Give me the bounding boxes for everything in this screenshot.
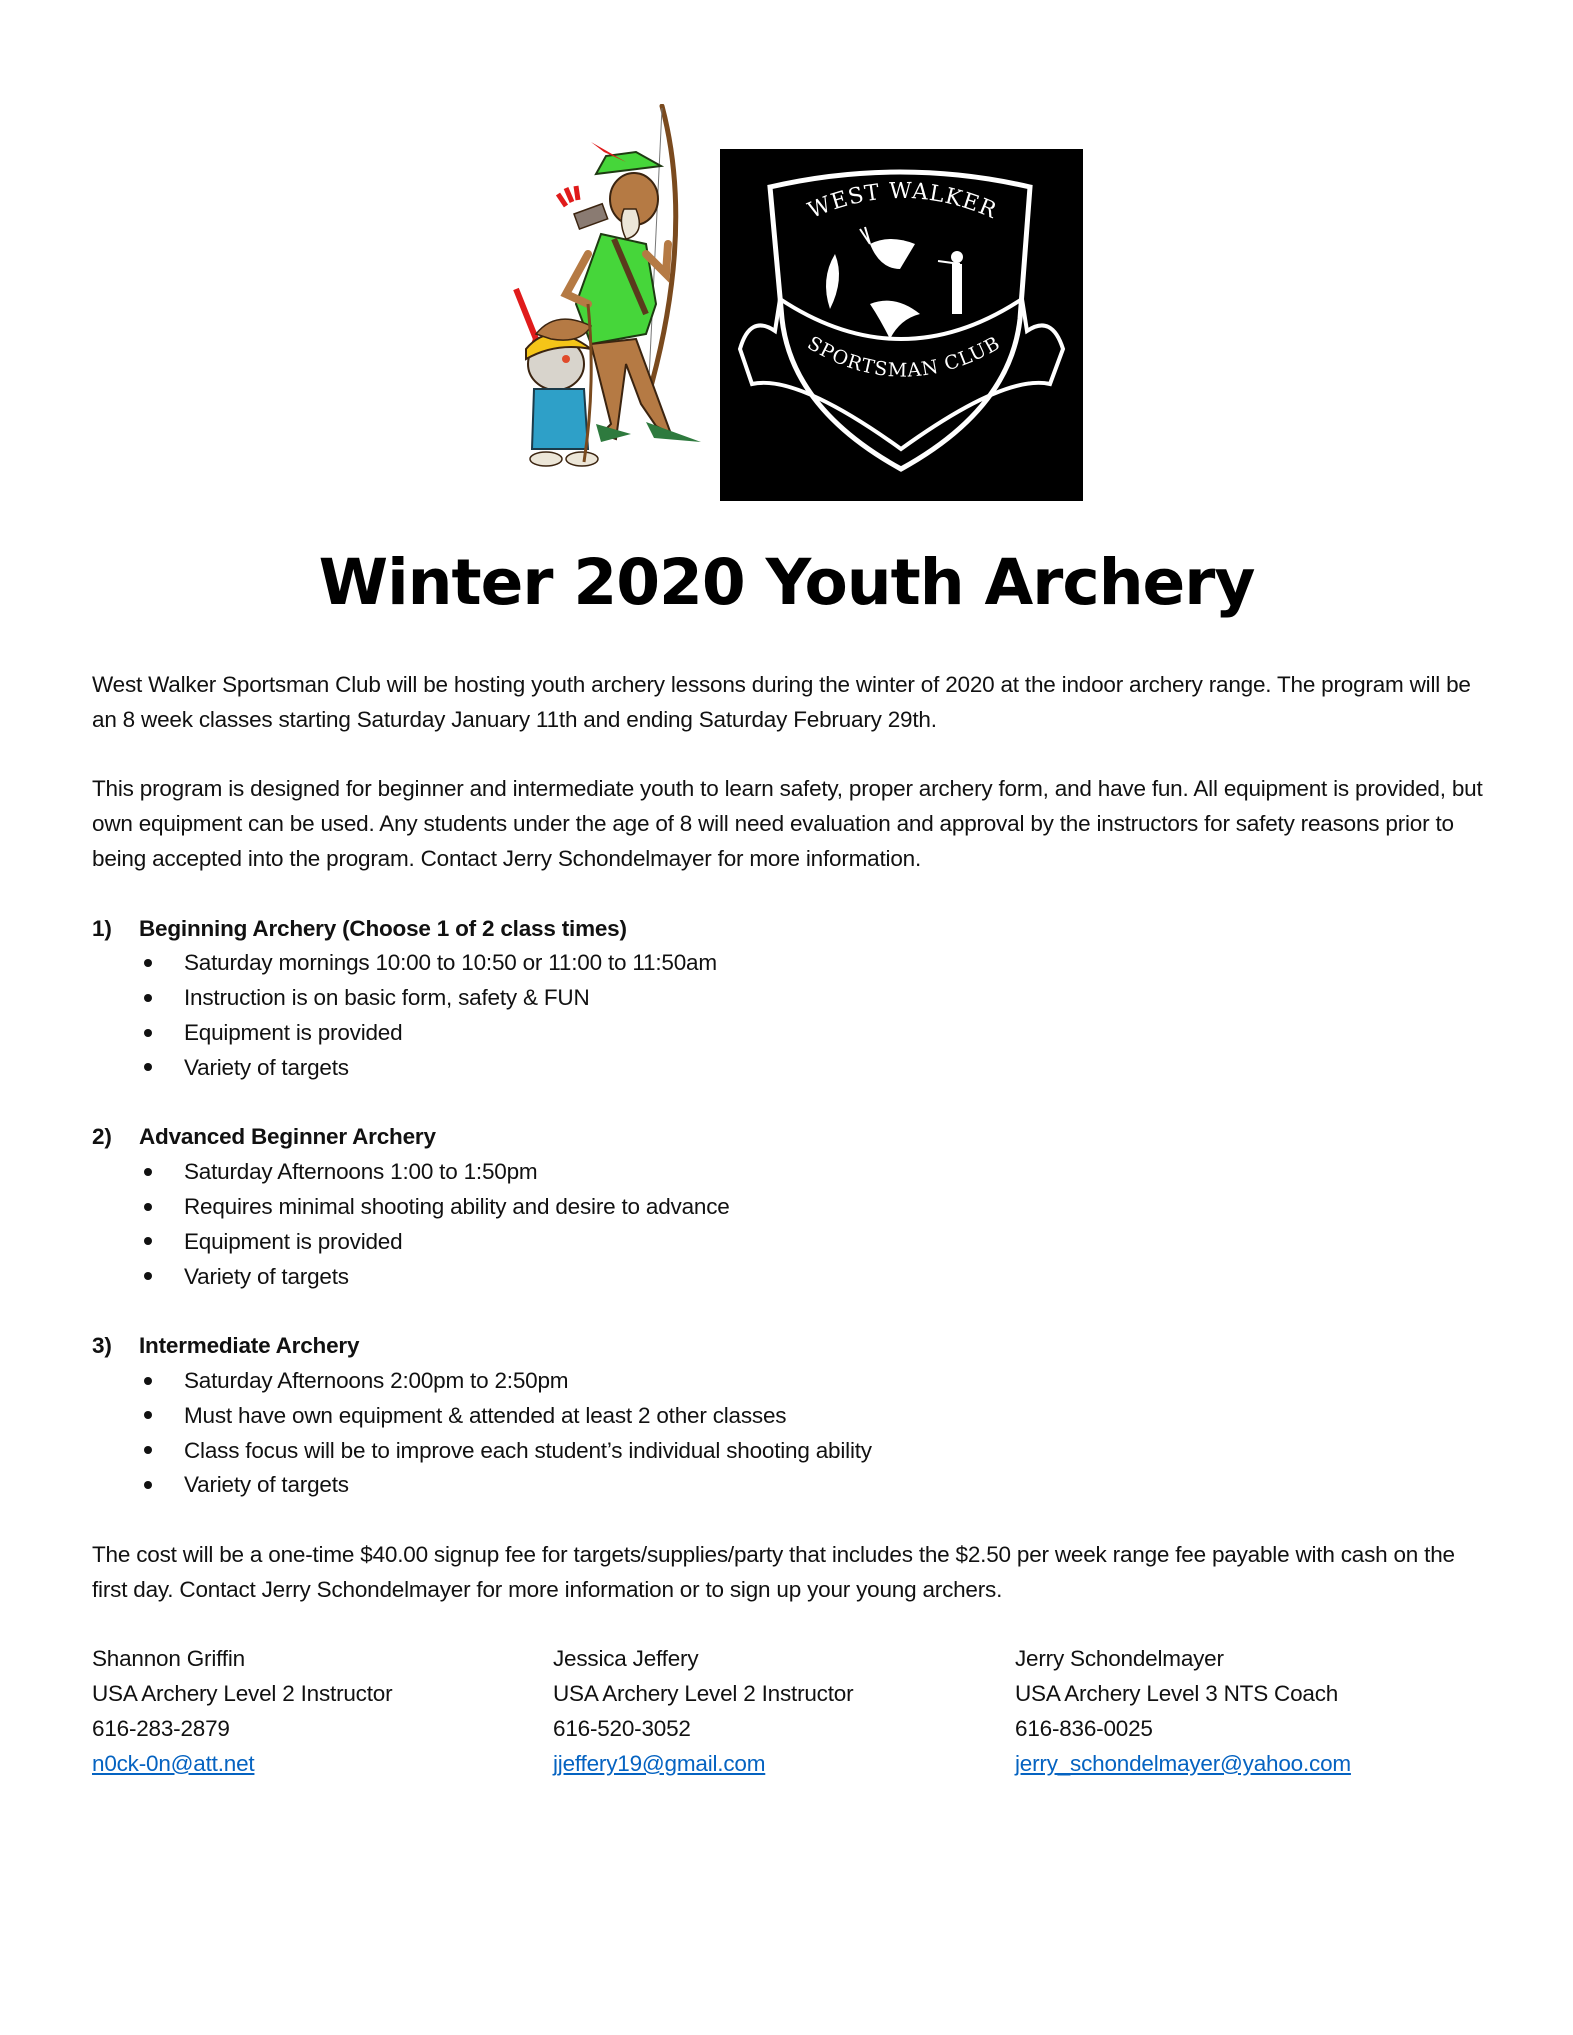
bullet-icon <box>144 1481 152 1489</box>
bullet-icon <box>144 959 152 967</box>
contact-role: USA Archery Level 2 Instructor <box>92 1681 393 1707</box>
section-heading: Intermediate Archery <box>139 1333 360 1359</box>
contact-phone: 616-836-0025 <box>1015 1715 1153 1741</box>
list-item: Requires minimal shooting ability and desire to advance <box>92 1190 1492 1225</box>
contact-card <box>553 1642 1015 1781</box>
bullet-icon <box>144 1168 152 1176</box>
contact-name: Shannon Griffin <box>92 1646 245 1672</box>
intro-paragraph: West Walker Sportsman Club will be hosting youth archery lessons during the winter of 2020 at the indoor archery range. The program will be an 8 week classes starting Saturday January 11th and ending Saturday February 29th. <box>92 672 1471 732</box>
west-walker-sportsman-club-logo <box>720 149 1083 501</box>
section-number: 3) <box>92 1333 112 1359</box>
list-item: Class focus will be to improve each student’s individual shooting ability <box>92 1434 1492 1469</box>
contact-phone: 616-283-2879 <box>92 1715 230 1741</box>
list-item: Variety of targets <box>92 1260 1492 1295</box>
contact-role: USA Archery Level 3 NTS Coach <box>1015 1681 1339 1707</box>
list-item: Variety of targets <box>92 1051 1492 1086</box>
class-section-intermediate <box>92 1329 1492 1503</box>
section-number: 2) <box>92 1124 112 1150</box>
class-section-beginning <box>92 912 1492 1086</box>
bullet-icon <box>144 1029 152 1037</box>
bullet-icon <box>144 1411 152 1419</box>
contact-email-link[interactable]: jjeffery19@gmail.com <box>553 1750 766 1776</box>
section-heading: Advanced Beginner Archery <box>139 1124 436 1150</box>
bullet-icon <box>144 1203 152 1211</box>
bullet-icon <box>144 1237 152 1245</box>
list-item: Saturday Afternoons 2:00pm to 2:50pm <box>92 1364 1492 1399</box>
list-item: Saturday Afternoons 1:00 to 1:50pm <box>92 1155 1492 1190</box>
contact-name: Jerry Schondelmayer <box>1015 1646 1224 1672</box>
list-item: Must have own equipment & attended at least 2 other classes <box>92 1399 1492 1434</box>
contact-email-link[interactable]: jerry_schondelmayer@yahoo.com <box>1015 1750 1351 1776</box>
contact-card <box>1015 1642 1351 1781</box>
list-item: Instruction is on basic form, safety & FUN <box>92 981 1492 1016</box>
bullet-icon <box>144 1446 152 1454</box>
list-item: Saturday mornings 10:00 to 10:50 or 11:00 to 11:50am <box>92 946 1492 981</box>
list-item: Equipment is provided <box>92 1016 1492 1051</box>
contact-name: Jessica Jeffery <box>553 1646 699 1672</box>
page-title: Winter 2020 Youth Archery <box>318 546 1255 619</box>
contact-card <box>92 1642 553 1781</box>
list-item: Variety of targets <box>92 1468 1492 1503</box>
list-item: Equipment is provided <box>92 1225 1492 1260</box>
logo-top-text: WEST WALKER <box>804 178 1001 225</box>
class-section-advanced-beginner <box>92 1120 1492 1294</box>
cost-paragraph: The cost will be a one-time $40.00 signup fee for targets/supplies/party that includes the $2.50 per week range fee payable with cash on the first day. Contact Jerry Schondelmayer for more information or to sign up your young archers. <box>92 1541 1455 1602</box>
wildlife-emblems-icon <box>826 227 963 339</box>
instructor-contacts <box>92 1642 1492 1781</box>
intro-paragraph: This program is designed for beginner and intermediate youth to learn safety, proper archery form, and have fun. All equipment is provided, but own equipment can be used. Any students under the age of 8 will need evaluation and approval by the instructors for safety reasons prior to being accepted into the program. Contact Jerry Schondelmayer for more information. <box>92 776 1483 871</box>
bullet-icon <box>144 994 152 1002</box>
svg-text:WEST WALKER <box>804 179 1000 224</box>
contact-phone: 616-520-3052 <box>553 1715 691 1741</box>
flyer-body <box>92 668 1492 1782</box>
section-number: 1) <box>92 915 112 941</box>
archer-cartoon-illustration <box>496 104 708 474</box>
logo-bottom-text: SPORTSMAN CLUB <box>803 331 1005 382</box>
contact-role: USA Archery Level 2 Instructor <box>553 1681 854 1707</box>
bullet-icon <box>144 1063 152 1071</box>
bullet-icon <box>144 1377 152 1385</box>
contact-email-link[interactable]: n0ck-0n@att.net <box>92 1750 255 1776</box>
section-heading: Beginning Archery (Choose 1 of 2 class times) <box>139 915 627 941</box>
bullet-icon <box>144 1272 152 1280</box>
